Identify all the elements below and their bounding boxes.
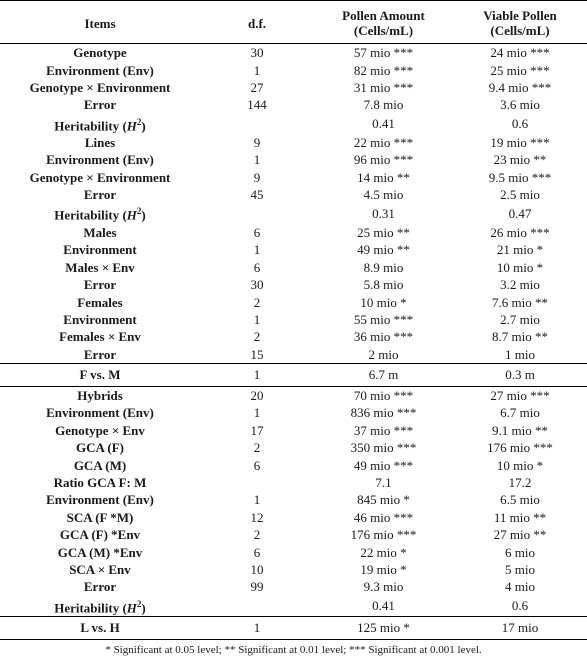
- row-item-symbol: H: [126, 117, 137, 133]
- table-row: [0, 241, 587, 258]
- row-pollen-amount: 125 mio *: [314, 616, 453, 639]
- row-df: [200, 114, 314, 134]
- row-viable-pollen: 6.7 mio: [500, 405, 540, 421]
- row-viable-pollen: 9.4 mio ***: [488, 79, 552, 95]
- row-pollen-amount: 82 mio ***: [353, 62, 414, 78]
- row-item-prefix: Heritability (: [54, 207, 127, 223]
- row-pollen-amount: 0.41: [372, 116, 395, 132]
- row-viable-pollen: 0.47: [508, 206, 532, 222]
- row-pollen-amount: 0.31: [372, 206, 395, 222]
- table-row: [0, 224, 587, 241]
- table-row: [0, 404, 587, 421]
- row-df: 20: [250, 388, 264, 404]
- row-item: Environment (Env): [46, 152, 154, 168]
- row-item: [0, 596, 200, 617]
- row-item: Males × Env: [65, 259, 135, 275]
- row-pollen-amount: 0.41: [314, 596, 453, 617]
- header-items: Items: [0, 1, 200, 44]
- row-viable-pollen: 0.6: [453, 596, 587, 617]
- row-item-suffix: ): [141, 207, 146, 223]
- row-item: Environment: [63, 311, 137, 327]
- row-viable-pollen: 8.7 mio **: [492, 329, 548, 345]
- table-row: [0, 363, 587, 386]
- table-row: [0, 44, 587, 62]
- table-row: [0, 526, 587, 543]
- row-pollen-amount: 55 mio ***: [353, 311, 414, 327]
- row-viable-pollen: 24 mio ***: [490, 45, 550, 61]
- row-viable-pollen: 10 mio *: [496, 259, 544, 275]
- row-viable-pollen: 6 mio: [505, 544, 535, 560]
- row-item: Environment (Env): [46, 62, 154, 78]
- section-f-vs-m: [0, 363, 587, 386]
- row-item: F vs. M: [0, 363, 200, 386]
- row-pollen-amount: 25 mio **: [357, 224, 410, 240]
- row-item: Females: [77, 294, 123, 310]
- row-item: Error: [83, 187, 117, 203]
- row-item: Error: [0, 346, 200, 364]
- table-row: [0, 439, 587, 456]
- row-viable-pollen: 6.5 mio: [500, 492, 540, 508]
- table-row: [0, 422, 587, 439]
- row-df: 6: [253, 457, 261, 473]
- row-df: [200, 596, 314, 617]
- row-df: 2: [253, 440, 261, 456]
- row-df: 45: [250, 187, 264, 203]
- table-row: [0, 259, 587, 276]
- row-pollen-amount: 46 mio ***: [353, 509, 414, 525]
- row-viable-pollen: 26 mio ***: [490, 224, 550, 240]
- row-item: Genotype × Environment: [29, 169, 171, 185]
- header-row: [0, 1, 587, 44]
- row-pollen-amount: 49 mio ***: [353, 457, 414, 473]
- row-df: 1: [253, 242, 261, 258]
- row-df: 144: [247, 97, 267, 113]
- row-viable-pollen: 1 mio: [453, 346, 587, 364]
- table-row: [0, 293, 587, 310]
- row-item: Males: [83, 224, 117, 240]
- header-pollen-amount-unit: (Cells/mL): [353, 23, 414, 38]
- row-item-suffix: ): [141, 117, 146, 133]
- table-row: [0, 114, 587, 134]
- header-viable-pollen-title: Viable Pollen: [483, 8, 557, 23]
- row-pollen-amount: 49 mio **: [357, 242, 410, 258]
- row-viable-pollen: 17 mio: [453, 616, 587, 639]
- row-pollen-amount: 8.9 mio: [363, 259, 404, 275]
- row-item: Error: [83, 277, 117, 293]
- row-viable-pollen: 23 mio **: [493, 152, 547, 168]
- row-viable-pollen: 9.1 mio **: [492, 422, 548, 438]
- row-item: Hybrids: [77, 388, 123, 404]
- row-pollen-amount: 19 mio *: [360, 562, 407, 577]
- row-pollen-amount: 37 mio ***: [353, 422, 414, 438]
- header-viable-pollen-unit: (Cells/mL): [490, 23, 550, 38]
- row-item: GCA (M) *Env: [57, 544, 143, 560]
- row-viable-pollen: 4 mio: [505, 579, 535, 595]
- row-viable-pollen: 21 mio *: [496, 242, 544, 258]
- row-df: 2: [253, 294, 261, 310]
- row-item: Genotype × Env: [55, 422, 145, 438]
- row-item: Environment (Env): [46, 492, 154, 508]
- table-row: [0, 203, 587, 223]
- table-row: [0, 474, 587, 491]
- row-df: 10: [250, 562, 264, 577]
- row-viable-pollen: 11 mio **: [493, 509, 547, 525]
- row-item: Genotype: [73, 45, 127, 61]
- row-item: Environment (Env): [46, 405, 154, 421]
- row-df: 1: [253, 62, 261, 78]
- row-pollen-amount: 22 mio ***: [353, 135, 414, 151]
- row-viable-pollen: 27 mio **: [493, 527, 547, 543]
- section-lines-parents: [0, 44, 587, 364]
- row-df: 2: [253, 527, 261, 543]
- row-item: [0, 114, 200, 134]
- row-item: GCA (M): [73, 457, 127, 473]
- row-item: Ratio GCA F: M: [53, 475, 147, 491]
- row-item-superscript: 2: [136, 116, 142, 127]
- row-item: L vs. H: [0, 616, 200, 639]
- row-df: 1: [253, 405, 261, 421]
- row-viable-pollen: 25 mio ***: [490, 62, 550, 78]
- row-df: [200, 203, 314, 223]
- row-df: 9: [253, 135, 261, 151]
- row-df: 1: [200, 616, 314, 639]
- row-df: 27: [250, 79, 264, 95]
- header-pollen-amount: [314, 1, 453, 44]
- row-item-prefix: Heritability (: [54, 599, 127, 615]
- row-item-symbol: H: [126, 207, 137, 223]
- row-df: [200, 474, 314, 491]
- row-viable-pollen: 2.5 mio: [500, 187, 540, 203]
- row-item: Genotype × Environment: [29, 79, 171, 95]
- row-df: 1: [200, 363, 314, 386]
- row-item: [0, 203, 200, 223]
- table-row: [0, 79, 587, 96]
- row-pollen-amount: 14 mio **: [357, 169, 410, 185]
- row-pollen-amount: 5.8 mio: [363, 277, 404, 293]
- row-pollen-amount: 6.7 m: [314, 363, 453, 386]
- row-pollen-amount: 845 mio *: [357, 492, 410, 508]
- row-df: 2: [253, 329, 261, 345]
- row-item: SCA × Env: [69, 562, 131, 577]
- row-df: 15: [200, 346, 314, 364]
- table-row: [0, 169, 587, 186]
- table-row: [0, 134, 587, 151]
- row-item-superscript: 2: [136, 598, 142, 609]
- row-viable-pollen: 7.6 mio **: [492, 294, 548, 310]
- row-pollen-amount: 96 mio ***: [353, 152, 414, 168]
- row-viable-pollen: 17.2: [508, 475, 532, 491]
- row-pollen-amount: 31 mio ***: [353, 79, 414, 95]
- table-row: [0, 61, 587, 78]
- row-viable-pollen: 19 mio ***: [490, 135, 550, 151]
- table-row: [0, 578, 587, 595]
- row-pollen-amount: 57 mio ***: [353, 45, 414, 61]
- row-pollen-amount: 2 mio: [314, 346, 453, 364]
- row-item: Females × Env: [59, 329, 141, 345]
- row-item-prefix: Heritability (: [54, 117, 127, 133]
- row-pollen-amount: 836 mio ***: [350, 405, 417, 421]
- row-item: Error: [83, 97, 117, 113]
- row-pollen-amount: 10 mio *: [360, 294, 407, 310]
- row-item-suffix: ): [141, 599, 146, 615]
- footnote: * Significant at 0.05 level; ** Significant at 0.01 level; *** Significant at 0.001 level.: [0, 639, 587, 656]
- row-item: SCA (F *M): [66, 509, 134, 525]
- row-pollen-amount: 350 mio ***: [350, 440, 417, 456]
- table-row: [0, 328, 587, 345]
- header-viable-pollen: [453, 1, 587, 44]
- row-df: 9: [253, 169, 261, 185]
- row-viable-pollen: 3.6 mio: [500, 97, 540, 113]
- row-item-symbol: H: [126, 599, 137, 615]
- row-item: Error: [83, 579, 117, 595]
- row-item: GCA (F): [75, 440, 125, 456]
- table-row: [0, 151, 587, 168]
- row-pollen-amount: 4.5 mio: [363, 187, 404, 203]
- row-viable-pollen: 3.2 mio: [500, 277, 540, 293]
- row-viable-pollen: 5 mio: [505, 562, 535, 577]
- table-row: [0, 346, 587, 364]
- row-df: 17: [250, 422, 264, 438]
- table-row: [0, 491, 587, 508]
- row-df: 6: [253, 544, 261, 560]
- row-viable-pollen: 176 mio ***: [487, 440, 553, 456]
- table-row: [0, 543, 587, 560]
- row-df: 12: [250, 509, 264, 525]
- row-pollen-amount: 9.3 mio: [363, 579, 404, 595]
- table-row: [0, 276, 587, 293]
- row-pollen-amount: 22 mio *: [360, 544, 407, 560]
- row-viable-pollen: 2.7 mio: [500, 311, 540, 327]
- row-pollen-amount: 7.8 mio: [363, 97, 404, 113]
- table-row: [0, 509, 587, 526]
- row-df: 1: [253, 152, 261, 168]
- row-viable-pollen: 9.5 mio ***: [488, 169, 552, 185]
- table-row: [0, 561, 587, 578]
- table-row: [0, 456, 587, 473]
- table-row: [0, 186, 587, 203]
- row-df: 30: [250, 45, 264, 61]
- table-row: [0, 596, 587, 617]
- row-item-superscript: 2: [136, 206, 142, 217]
- row-viable-pollen: 10 mio *: [496, 457, 544, 473]
- header-df: d.f.: [200, 1, 314, 44]
- table-row: [0, 386, 587, 404]
- row-df: 1: [253, 311, 261, 327]
- row-pollen-amount: 70 mio ***: [353, 388, 414, 404]
- row-item: GCA (F) *Env: [59, 527, 141, 543]
- table-row: [0, 616, 587, 639]
- row-df: 6: [253, 259, 261, 275]
- row-pollen-amount: 36 mio ***: [353, 329, 414, 345]
- header-pollen-amount-title: Pollen Amount: [342, 8, 425, 23]
- row-df: 6: [253, 224, 261, 240]
- table-row: [0, 311, 587, 328]
- row-item: Lines: [84, 135, 116, 151]
- row-df: 30: [250, 277, 264, 293]
- row-item: Environment: [63, 242, 137, 258]
- row-viable-pollen: 27 mio ***: [490, 388, 550, 404]
- section-hybrids: [0, 386, 587, 616]
- section-l-vs-h: [0, 616, 587, 639]
- row-viable-pollen: 0.6: [511, 116, 529, 132]
- row-pollen-amount: 7.1: [375, 475, 392, 491]
- row-df: 99: [250, 579, 264, 595]
- table-row: [0, 96, 587, 113]
- row-pollen-amount: 176 mio ***: [350, 527, 417, 543]
- row-viable-pollen: 0.3 m: [453, 363, 587, 386]
- row-df: 1: [253, 492, 261, 508]
